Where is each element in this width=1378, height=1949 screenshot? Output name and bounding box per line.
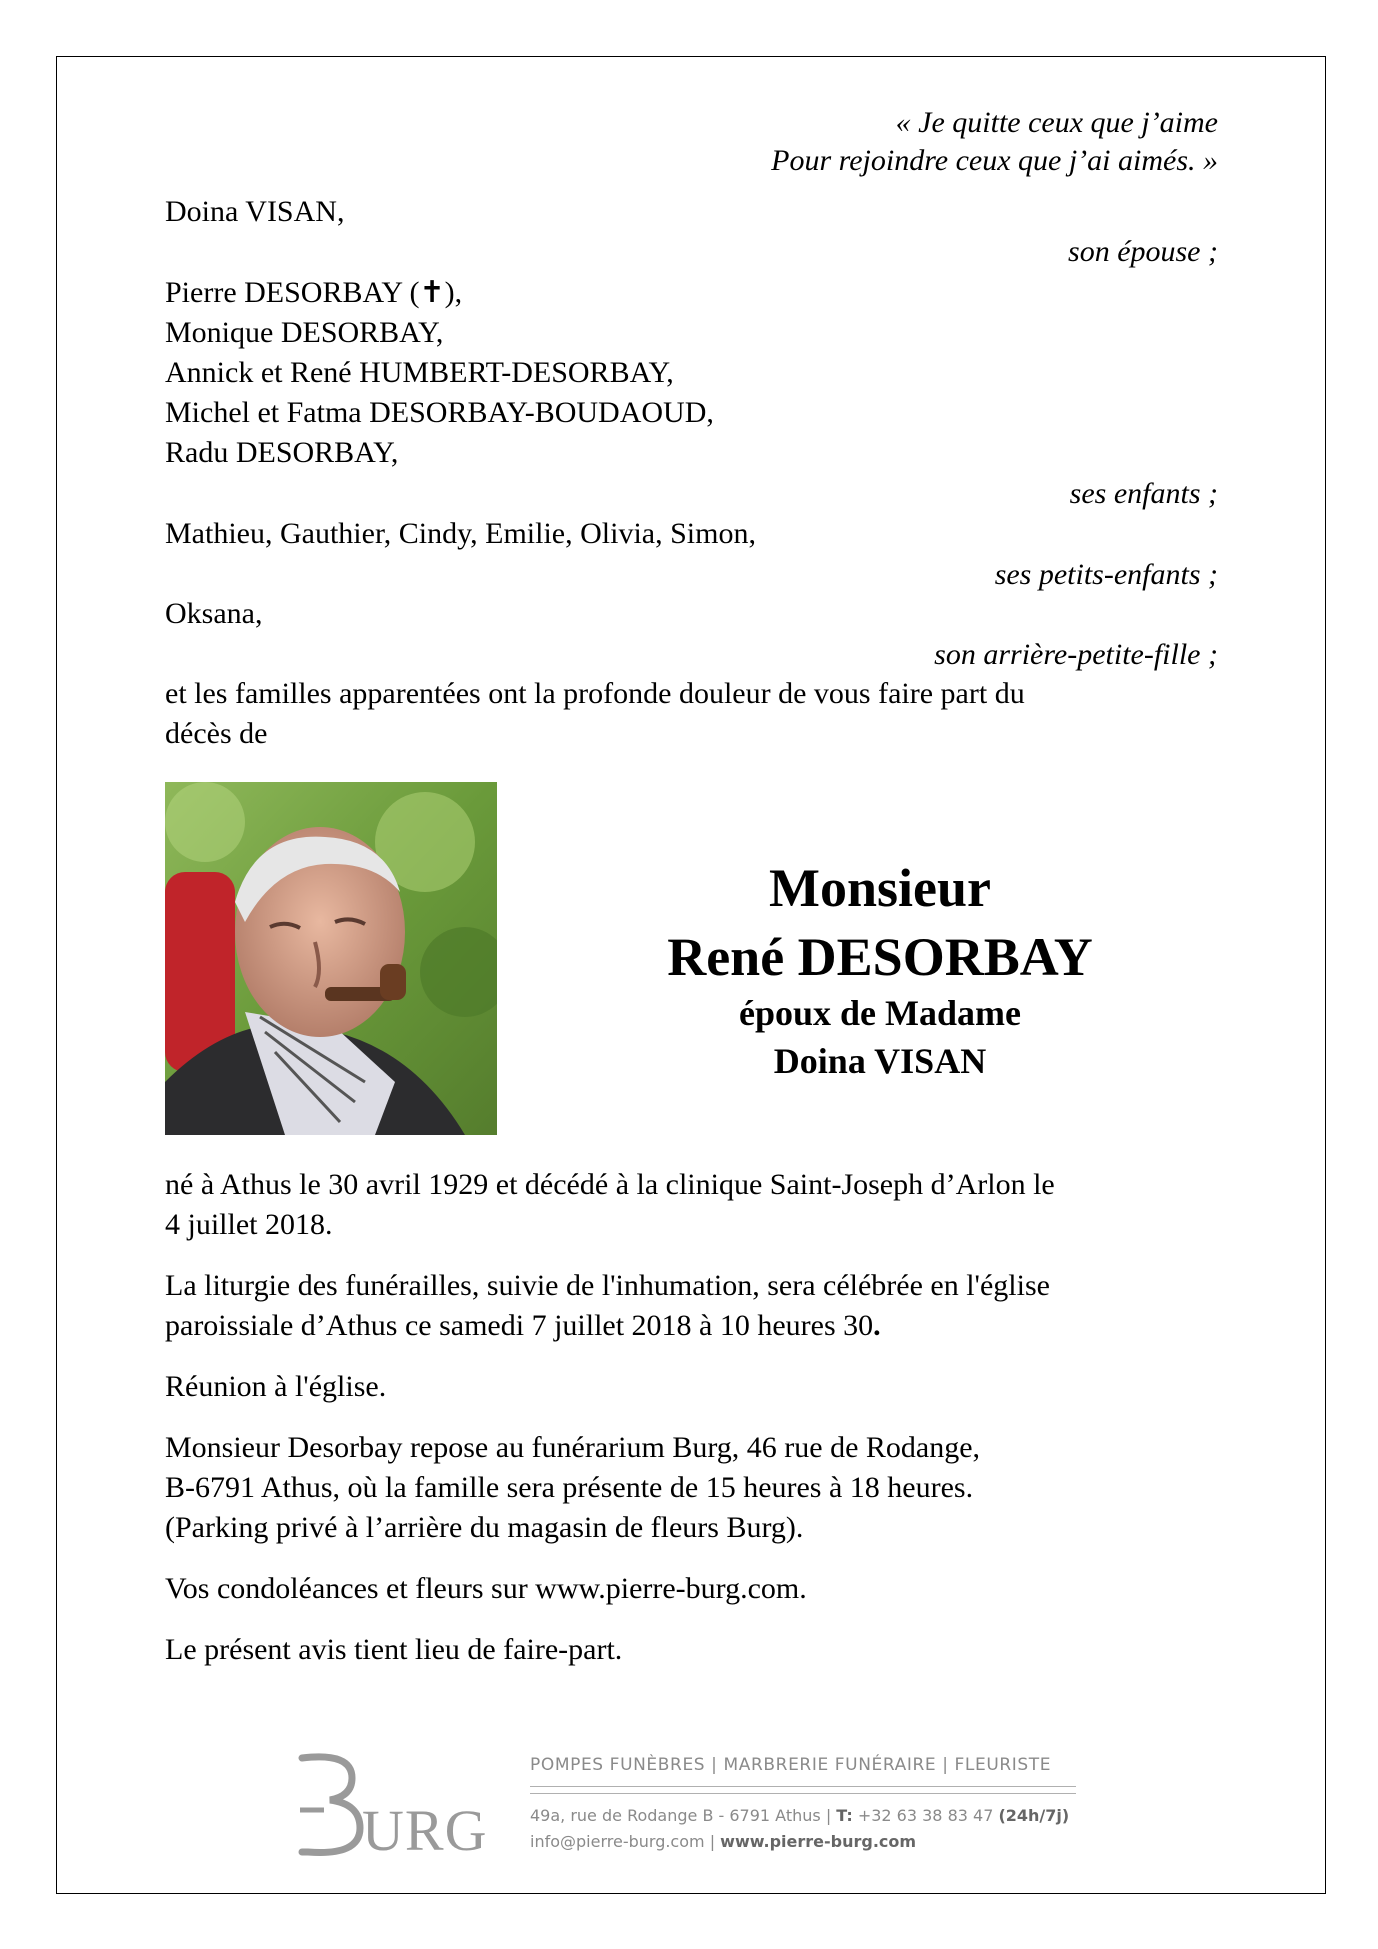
footer-rule-1 bbox=[530, 1786, 1076, 1787]
deceased-name: René DESORBAY bbox=[667, 927, 1093, 987]
child-name: Pierre DESORBAY (✝), bbox=[165, 276, 463, 309]
child-name: Monique DESORBAY, bbox=[165, 316, 444, 349]
logo-text: URG bbox=[362, 1798, 488, 1858]
deceased-title: Monsieur bbox=[769, 858, 991, 918]
spouse-relation: son épouse ; bbox=[1068, 235, 1218, 268]
liturgy-line-2-text: paroissiale d’Athus ce samedi 7 juillet 2018 à 10 heures 30 bbox=[165, 1309, 874, 1342]
liturgy-line-2 bbox=[165, 1306, 881, 1346]
burg-logo bbox=[290, 1748, 490, 1858]
footer-address: 49a, rue de Rodange B - 6791 Athus | bbox=[530, 1806, 837, 1825]
great-grandchild-name: Oksana, bbox=[165, 597, 263, 630]
footer-phone: +32 63 38 83 47 bbox=[852, 1806, 999, 1825]
spouse-fullname: Doina VISAN bbox=[773, 1041, 987, 1081]
condolences-line: Vos condoléances et fleurs sur www.pierre-burg.com. bbox=[165, 1572, 807, 1605]
spouse-line: époux de Madame bbox=[739, 993, 1021, 1033]
footer-phone-hours: (24h/7j) bbox=[998, 1806, 1070, 1825]
child-name: Annick et René HUMBERT-DESORBAY, bbox=[165, 356, 674, 389]
birth-death-line-1: né à Athus le 30 avril 1929 et décédé à la clinique Saint-Joseph d’Arlon le bbox=[165, 1168, 1055, 1201]
repose-line-2: B-6791 Athus, où la famille sera présente de 15 heures à 18 heures. bbox=[165, 1471, 974, 1504]
announcement-line-1: et les familles apparentées ont la profonde douleur de vous faire part du bbox=[165, 677, 1025, 710]
repose-line-3: (Parking privé à l’arrière du magasin de fleurs Burg). bbox=[165, 1511, 804, 1544]
great-grandchild-relation: son arrière-petite-fille ; bbox=[934, 638, 1218, 671]
footer-address-line bbox=[530, 1806, 1069, 1825]
child-name: Michel et Fatma DESORBAY-BOUDAOUD, bbox=[165, 396, 714, 429]
meeting-line: Réunion à l'église. bbox=[165, 1370, 387, 1403]
repose-line-1: Monsieur Desorbay repose au funérarium Burg, 46 rue de Rodange, bbox=[165, 1431, 981, 1464]
announcement-line-2: décès de bbox=[165, 717, 268, 750]
footer-website[interactable]: www.pierre-burg.com bbox=[720, 1832, 917, 1851]
liturgy-line-1: La liturgie des funérailles, suivie de l'inhumation, sera célébrée en l'église bbox=[165, 1269, 1050, 1302]
grandchildren-relation: ses petits-enfants ; bbox=[994, 558, 1218, 591]
spouse-name: Doina VISAN, bbox=[165, 195, 345, 228]
deceased-photo bbox=[165, 782, 497, 1135]
grandchildren-names: Mathieu, Gauthier, Cindy, Emilie, Olivia, Simon, bbox=[165, 517, 756, 550]
liturgy-line-2-period: . bbox=[873, 1309, 881, 1342]
children-relation: ses enfants ; bbox=[1069, 477, 1218, 510]
footer-rule-2 bbox=[530, 1793, 1076, 1794]
footer-email[interactable]: info@pierre-burg.com | bbox=[530, 1832, 721, 1851]
epigraph-line-1: « Je quitte ceux que j’aime bbox=[895, 106, 1218, 139]
footer-contact-line bbox=[530, 1832, 916, 1851]
notice-line: Le présent avis tient lieu de faire-part. bbox=[165, 1633, 623, 1666]
child-name: Radu DESORBAY, bbox=[165, 436, 399, 469]
footer-phone-label: T: bbox=[836, 1806, 853, 1825]
birth-death-line-2: 4 juillet 2018. bbox=[165, 1208, 333, 1241]
epigraph-line-2: Pour rejoindre ceux que j’ai aimés. » bbox=[771, 144, 1218, 177]
footer-services: POMPES FUNÈBRES | MARBRERIE FUNÉRAIRE | FLEURISTE bbox=[530, 1755, 1052, 1775]
